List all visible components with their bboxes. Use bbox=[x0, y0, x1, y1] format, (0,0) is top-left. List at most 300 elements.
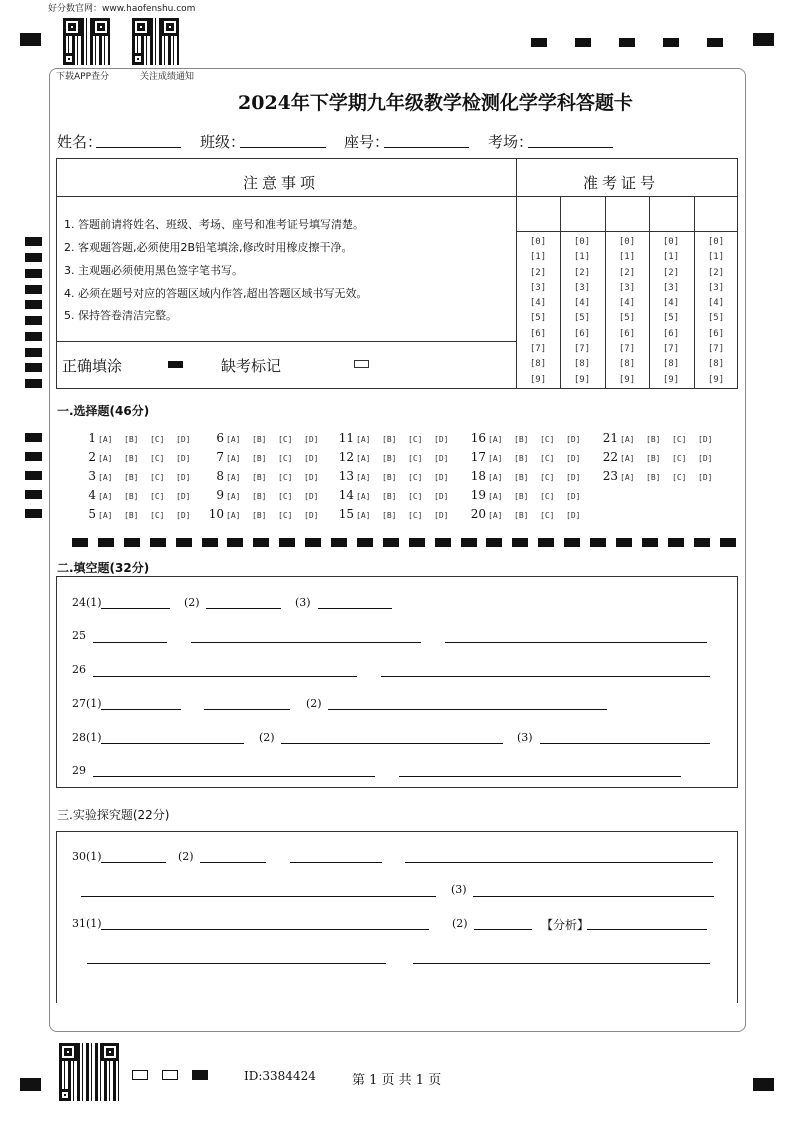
q31-label: 31(1) bbox=[72, 917, 102, 930]
follow-notice-qr-code bbox=[132, 18, 179, 65]
mcq-question[interactable] bbox=[80, 431, 202, 445]
room-label: 考场： bbox=[488, 133, 534, 151]
exam-id-digit-bubble[interactable]: [5] bbox=[662, 313, 680, 324]
mcq-question[interactable] bbox=[208, 431, 330, 445]
mcq-option-bubble[interactable]: [B] bbox=[514, 454, 529, 463]
mcq-option-bubble[interactable]: [A] bbox=[98, 435, 113, 444]
exam-id-digit-bubble[interactable]: [5] bbox=[707, 313, 725, 324]
mcq-option-bubble[interactable]: [A] bbox=[620, 454, 635, 463]
card-id: ID:3384424 bbox=[244, 1069, 316, 1083]
q24-part3-label: (3) bbox=[295, 596, 311, 609]
exam-id-digit-bubble[interactable]: [5] bbox=[618, 313, 636, 324]
seat-field[interactable] bbox=[384, 147, 469, 148]
mcq-option-bubble[interactable]: [C] bbox=[278, 511, 293, 520]
mcq-option-bubble[interactable]: [A] bbox=[356, 492, 371, 501]
timing-mark bbox=[25, 363, 42, 372]
mcq-option-bubble[interactable]: [D] bbox=[566, 473, 581, 482]
page-qr-code bbox=[59, 1043, 119, 1101]
mcq-option-bubble[interactable]: [A] bbox=[226, 473, 241, 482]
mcq-option-bubble[interactable]: [D] bbox=[304, 511, 319, 520]
exam-id-digit-bubble[interactable]: [7] bbox=[662, 344, 680, 355]
mcq-option-bubble[interactable]: [C] bbox=[540, 511, 555, 520]
mcq-option-bubble[interactable]: [A] bbox=[620, 473, 635, 482]
mcq-question[interactable] bbox=[602, 431, 724, 445]
mcq-option-bubble[interactable]: [C] bbox=[150, 454, 165, 463]
q31-blank-2[interactable] bbox=[474, 929, 532, 930]
exam-id-digit-column[interactable] bbox=[694, 235, 738, 388]
mcq-question[interactable] bbox=[470, 469, 592, 483]
exam-id-digit-bubble[interactable]: [1] bbox=[662, 252, 680, 263]
mcq-option-bubble[interactable]: [C] bbox=[672, 454, 687, 463]
timing-mark bbox=[619, 38, 635, 47]
section-1-title: 一.选择题(46分) bbox=[57, 404, 150, 418]
exam-id-digit-bubble[interactable]: [7] bbox=[573, 344, 591, 355]
mcq-option-bubble[interactable]: [D] bbox=[176, 492, 191, 501]
q30-part2-label: (2) bbox=[178, 850, 194, 863]
exam-id-digit-bubble[interactable]: [6] bbox=[529, 328, 547, 339]
mcq-question-number: 14 bbox=[338, 488, 354, 502]
mcq-question[interactable] bbox=[338, 431, 460, 445]
section-2-title: 二.填空题(32分) bbox=[57, 561, 150, 575]
q26-blank-1[interactable] bbox=[93, 676, 357, 677]
mcq-question[interactable] bbox=[208, 469, 330, 483]
mcq-option-bubble[interactable]: [A] bbox=[226, 454, 241, 463]
exam-id-digit-bubble[interactable]: [7] bbox=[529, 344, 547, 355]
mcq-option-bubble[interactable]: [D] bbox=[434, 473, 449, 482]
mcq-option-bubble[interactable]: [B] bbox=[514, 473, 529, 482]
mcq-option-bubble[interactable]: [B] bbox=[252, 492, 267, 501]
download-app-caption: 下载APP查分 bbox=[56, 72, 110, 82]
timing-mark bbox=[575, 38, 591, 47]
q24-blank-2[interactable] bbox=[206, 608, 281, 609]
mcq-option-bubble[interactable]: [A] bbox=[226, 492, 241, 501]
section-3-title: 三.实验探究题(22分) bbox=[57, 808, 170, 822]
mcq-option-bubble[interactable]: [D] bbox=[304, 473, 319, 482]
mcq-question[interactable] bbox=[602, 469, 724, 483]
mcq-option-bubble[interactable]: [C] bbox=[150, 511, 165, 520]
mcq-question-number: 1 bbox=[88, 431, 96, 445]
mcq-option-bubble[interactable]: [D] bbox=[566, 492, 581, 501]
mcq-question[interactable] bbox=[470, 488, 592, 502]
mcq-option-bubble[interactable]: [A] bbox=[488, 511, 503, 520]
mcq-option-bubble[interactable]: [D] bbox=[566, 511, 581, 520]
exam-id-digit-bubble[interactable]: [3] bbox=[662, 282, 680, 293]
mcq-option-bubble[interactable]: [D] bbox=[176, 473, 191, 482]
class-label: 班级： bbox=[200, 133, 246, 151]
mcq-question-number: 9 bbox=[216, 488, 224, 502]
timing-mark bbox=[25, 509, 42, 518]
mcq-option-bubble[interactable]: [C] bbox=[278, 492, 293, 501]
q24-label: 24(1) bbox=[72, 596, 102, 609]
mcq-option-bubble[interactable]: [C] bbox=[672, 435, 687, 444]
mcq-option-bubble[interactable]: [A] bbox=[488, 492, 503, 501]
exam-id-digit-bubble[interactable]: [2] bbox=[573, 267, 591, 278]
timing-mark bbox=[25, 253, 42, 262]
mcq-option-bubble[interactable]: [D] bbox=[304, 492, 319, 501]
mcq-option-bubble[interactable]: [D] bbox=[176, 511, 191, 520]
mcq-option-bubble[interactable]: [B] bbox=[382, 511, 397, 520]
timing-mark bbox=[25, 379, 42, 388]
mcq-option-bubble[interactable]: [C] bbox=[278, 435, 293, 444]
q29-label: 29 bbox=[72, 764, 86, 777]
mcq-option-bubble[interactable]: [C] bbox=[540, 473, 555, 482]
fill-correct-sample bbox=[168, 361, 183, 368]
mcq-option-bubble[interactable]: [D] bbox=[434, 492, 449, 501]
mcq-question[interactable] bbox=[80, 488, 202, 502]
mcq-option-bubble[interactable]: [A] bbox=[488, 454, 503, 463]
q28-part3-label: (3) bbox=[517, 731, 533, 744]
q28-blank-1[interactable] bbox=[101, 743, 244, 744]
q28-blank-2[interactable] bbox=[281, 743, 503, 744]
q30-blank-4[interactable] bbox=[405, 862, 713, 863]
mcq-option-bubble[interactable]: [B] bbox=[252, 454, 267, 463]
mcq-option-bubble[interactable]: [B] bbox=[514, 492, 529, 501]
mcq-option-bubble[interactable]: [B] bbox=[382, 454, 397, 463]
mcq-option-bubble[interactable]: [B] bbox=[514, 435, 529, 444]
q24-part2-label: (2) bbox=[184, 596, 200, 609]
q26-blank-2[interactable] bbox=[381, 676, 710, 677]
site-url: 好分数官网：www.haofenshu.com bbox=[48, 4, 196, 14]
mcq-option-bubble[interactable]: [C] bbox=[278, 454, 293, 463]
mcq-option-bubble[interactable]: [A] bbox=[356, 473, 371, 482]
timing-mark bbox=[25, 348, 42, 357]
mcq-question-number: 8 bbox=[216, 469, 224, 483]
mcq-option-bubble[interactable]: [B] bbox=[382, 492, 397, 501]
mcq-option-bubble[interactable]: [D] bbox=[698, 473, 713, 482]
mcq-option-bubble[interactable]: [D] bbox=[434, 454, 449, 463]
mcq-option-bubble[interactable]: [D] bbox=[176, 435, 191, 444]
mcq-question[interactable] bbox=[338, 507, 460, 521]
exam-id-digit-bubble[interactable]: [6] bbox=[707, 328, 725, 339]
q31-blank-3[interactable] bbox=[87, 963, 386, 964]
timing-mark bbox=[25, 471, 42, 480]
mcq-option-bubble[interactable]: [B] bbox=[252, 435, 267, 444]
exam-id-digit-bubble[interactable]: [5] bbox=[573, 313, 591, 324]
mcq-option-bubble[interactable]: [D] bbox=[304, 435, 319, 444]
q29-blank-1[interactable] bbox=[93, 776, 375, 777]
mcq-option-bubble[interactable]: [A] bbox=[98, 473, 113, 482]
q27-part2-label: (2) bbox=[306, 697, 322, 710]
class-field[interactable] bbox=[240, 147, 326, 148]
mcq-question-number: 4 bbox=[88, 488, 96, 502]
mcq-option-bubble[interactable]: [B] bbox=[382, 473, 397, 482]
mcq-option-bubble[interactable]: [B] bbox=[382, 435, 397, 444]
mcq-option-bubble[interactable]: [B] bbox=[124, 492, 139, 501]
mcq-option-bubble[interactable]: [C] bbox=[408, 435, 423, 444]
exam-id-digit-bubble[interactable]: [9] bbox=[529, 374, 547, 385]
exam-id-digit-bubble[interactable]: [9] bbox=[573, 374, 591, 385]
mcq-option-bubble[interactable]: [C] bbox=[540, 435, 555, 444]
notice-item-2: 2. 客观题答题,必须使用2B铅笔填涂,修改时用橡皮擦干净。 bbox=[64, 241, 353, 254]
exam-id-digit-bubble[interactable]: [6] bbox=[662, 328, 680, 339]
exam-id-digit-bubble[interactable]: [2] bbox=[618, 267, 636, 278]
mcq-question-number: 19 bbox=[470, 488, 486, 502]
timing-mark bbox=[25, 452, 42, 461]
timing-mark bbox=[25, 316, 42, 325]
exam-id-digit-bubble[interactable]: [8] bbox=[529, 359, 547, 370]
exam-id-digit-bubble[interactable]: [1] bbox=[707, 252, 725, 263]
mcq-question-number: 12 bbox=[338, 450, 354, 464]
page-marker-empty-1 bbox=[132, 1070, 148, 1080]
mcq-question[interactable] bbox=[602, 450, 724, 464]
timing-mark bbox=[25, 285, 42, 294]
notice-item-4: 4. 必须在题号对应的答题区域内作答,超出答题区域书写无效。 bbox=[64, 287, 368, 300]
mcq-question-number: 22 bbox=[602, 450, 618, 464]
mcq-question[interactable] bbox=[80, 507, 202, 521]
absent-mark-label: 缺考标记 bbox=[221, 357, 282, 375]
q31-analysis-blank[interactable] bbox=[587, 929, 707, 930]
q30-blank-5[interactable] bbox=[81, 896, 436, 897]
mcq-question-number: 20 bbox=[470, 507, 486, 521]
q30-part3-label: (3) bbox=[451, 883, 467, 896]
fill-correct-label: 正确填涂 bbox=[62, 357, 123, 375]
page-title: 2024年下学期九年级教学检测化学学科答题卡 bbox=[238, 92, 633, 114]
mcq-option-bubble[interactable]: [B] bbox=[124, 511, 139, 520]
mcq-option-bubble[interactable]: [A] bbox=[356, 511, 371, 520]
timing-mark bbox=[25, 332, 42, 341]
q27-blank-1[interactable] bbox=[101, 709, 181, 710]
page-number: 第 1 页 共 1 页 bbox=[352, 1073, 442, 1088]
exam-id-digit-bubble[interactable]: [4] bbox=[707, 298, 725, 309]
mcq-option-bubble[interactable]: [C] bbox=[408, 511, 423, 520]
exam-id-digit-bubble[interactable]: [8] bbox=[662, 359, 680, 370]
mcq-question[interactable] bbox=[208, 488, 330, 502]
mcq-question[interactable] bbox=[80, 450, 202, 464]
mcq-option-bubble[interactable]: [B] bbox=[514, 511, 529, 520]
timing-mark bbox=[707, 38, 723, 47]
exam-id-digit-bubble[interactable]: [4] bbox=[662, 298, 680, 309]
notice-item-1: 1. 答题前请将姓名、班级、考场、座号和准考证号填写清楚。 bbox=[64, 218, 364, 231]
exam-id-digit-bubble[interactable]: [4] bbox=[573, 298, 591, 309]
q31-part2-label: (2) bbox=[452, 917, 468, 930]
page-marker-empty-2 bbox=[162, 1070, 178, 1080]
exam-id-header-divider bbox=[516, 196, 738, 197]
mcq-option-bubble[interactable]: [C] bbox=[540, 492, 555, 501]
notice-header-divider bbox=[56, 196, 517, 197]
mcq-option-bubble[interactable]: [A] bbox=[226, 511, 241, 520]
exam-id-digit-bubble[interactable]: [0] bbox=[573, 237, 591, 247]
notice-heading: 注意事项 bbox=[243, 174, 320, 192]
mcq-option-bubble[interactable]: [D] bbox=[698, 454, 713, 463]
mcq-question-number: 23 bbox=[602, 469, 618, 483]
exam-id-digit-bubble[interactable]: [2] bbox=[707, 267, 725, 278]
mcq-question-number: 2 bbox=[88, 450, 96, 464]
q24-blank-1[interactable] bbox=[101, 608, 170, 609]
mcq-option-bubble[interactable]: [C] bbox=[408, 473, 423, 482]
timing-mark bbox=[25, 433, 42, 442]
mcq-question-number: 3 bbox=[88, 469, 96, 483]
exam-id-digit-bubble[interactable]: [1] bbox=[573, 252, 591, 263]
exam-id-digit-bubble[interactable]: [8] bbox=[618, 359, 636, 370]
mcq-option-bubble[interactable]: [C] bbox=[672, 473, 687, 482]
mcq-question-number: 7 bbox=[216, 450, 224, 464]
mcq-option-bubble[interactable]: [B] bbox=[124, 473, 139, 482]
q30-blank-1[interactable] bbox=[101, 862, 166, 863]
q28-blank-3[interactable] bbox=[540, 743, 710, 744]
mcq-option-bubble[interactable]: [D] bbox=[176, 454, 191, 463]
timing-mark bbox=[25, 237, 42, 246]
exam-id-digit-bubble[interactable]: [0] bbox=[618, 237, 636, 247]
q24-blank-3[interactable] bbox=[318, 608, 392, 609]
room-field[interactable] bbox=[528, 147, 613, 148]
exam-id-digit-bubble[interactable]: [6] bbox=[573, 328, 591, 339]
exam-id-digit-bubble[interactable]: [5] bbox=[529, 313, 547, 324]
exam-id-digit-bubble[interactable]: [0] bbox=[662, 237, 680, 247]
timing-mark bbox=[25, 490, 42, 499]
corner-mark-bottom-right bbox=[753, 1078, 774, 1091]
exam-id-digit-bubble[interactable]: [0] bbox=[707, 237, 725, 247]
mcq-question-number: 11 bbox=[338, 431, 354, 445]
q25-blank-3[interactable] bbox=[445, 642, 707, 643]
q25-blank-1[interactable] bbox=[93, 642, 167, 643]
mcq-option-bubble[interactable]: [B] bbox=[252, 473, 267, 482]
q31-analysis-label: 【分析】 bbox=[541, 918, 590, 932]
mcq-option-bubble[interactable]: [D] bbox=[566, 454, 581, 463]
mcq-question-number: 16 bbox=[470, 431, 486, 445]
q27-blank-2[interactable] bbox=[204, 709, 290, 710]
q27-blank-3[interactable] bbox=[328, 709, 607, 710]
absent-mark-box[interactable] bbox=[354, 360, 369, 368]
q30-blank-6[interactable] bbox=[473, 896, 714, 897]
q31-blank-4[interactable] bbox=[413, 963, 710, 964]
mcq-option-bubble[interactable]: [B] bbox=[646, 454, 661, 463]
mcq-option-bubble[interactable]: [A] bbox=[488, 473, 503, 482]
exam-id-digit-bubble[interactable]: [4] bbox=[618, 298, 636, 309]
exam-id-digit-bubble[interactable]: [6] bbox=[618, 328, 636, 339]
mcq-option-bubble[interactable]: [D] bbox=[434, 511, 449, 520]
mcq-question[interactable] bbox=[338, 450, 460, 464]
mcq-option-bubble[interactable]: [A] bbox=[98, 511, 113, 520]
mcq-question[interactable] bbox=[470, 431, 592, 445]
mcq-option-bubble[interactable]: [C] bbox=[150, 492, 165, 501]
mcq-option-bubble[interactable]: [B] bbox=[646, 435, 661, 444]
q25-label: 25 bbox=[72, 629, 86, 642]
exam-id-digit-column[interactable] bbox=[516, 235, 560, 388]
mcq-option-bubble[interactable]: [A] bbox=[620, 435, 635, 444]
timing-mark bbox=[25, 269, 42, 278]
mcq-option-bubble[interactable]: [D] bbox=[304, 454, 319, 463]
exam-id-digit-bubble[interactable]: [4] bbox=[529, 298, 547, 309]
mcq-option-bubble[interactable]: [A] bbox=[226, 435, 241, 444]
exam-id-digit-column[interactable] bbox=[605, 235, 649, 388]
mcq-question-number: 21 bbox=[602, 431, 618, 445]
exam-id-digit-bubble[interactable]: [2] bbox=[662, 267, 680, 278]
mcq-question[interactable] bbox=[208, 450, 330, 464]
mcq-option-bubble[interactable]: [B] bbox=[124, 435, 139, 444]
timing-mark bbox=[663, 38, 679, 47]
mcq-option-bubble[interactable]: [A] bbox=[488, 435, 503, 444]
exam-id-digit-column[interactable] bbox=[560, 235, 604, 388]
mcq-question-number: 6 bbox=[216, 431, 224, 445]
q25-blank-2[interactable] bbox=[191, 642, 421, 643]
mcq-option-bubble[interactable]: [C] bbox=[408, 492, 423, 501]
mcq-option-bubble[interactable]: [D] bbox=[566, 435, 581, 444]
mcq-question-number: 17 bbox=[470, 450, 486, 464]
mcq-question[interactable] bbox=[338, 469, 460, 483]
q30-blank-3[interactable] bbox=[290, 862, 382, 863]
q26-label: 26 bbox=[72, 663, 86, 676]
mcq-question-number: 13 bbox=[338, 469, 354, 483]
mcq-question-number: 10 bbox=[208, 507, 224, 521]
exam-id-digit-bubble[interactable]: [1] bbox=[618, 252, 636, 263]
exam-id-digit-bubble[interactable]: [9] bbox=[618, 374, 636, 385]
corner-mark-bottom-left bbox=[20, 1078, 41, 1091]
download-app-qr-code bbox=[63, 18, 110, 65]
name-field[interactable] bbox=[96, 147, 181, 148]
corner-mark-top-right bbox=[753, 33, 774, 46]
mcq-option-bubble[interactable]: [A] bbox=[356, 435, 371, 444]
timing-mark bbox=[531, 38, 547, 47]
mcq-question-number: 15 bbox=[338, 507, 354, 521]
q31-blank-1[interactable] bbox=[101, 929, 429, 930]
mcq-option-bubble[interactable]: [C] bbox=[150, 435, 165, 444]
mcq-option-bubble[interactable]: [A] bbox=[98, 492, 113, 501]
mcq-question[interactable] bbox=[470, 450, 592, 464]
follow-notice-caption: 关注成绩通知 bbox=[140, 72, 195, 82]
exam-id-write-divider bbox=[516, 231, 738, 232]
mcq-option-bubble[interactable]: [A] bbox=[98, 454, 113, 463]
mcq-question[interactable] bbox=[208, 507, 330, 521]
mcq-question-number: 18 bbox=[470, 469, 486, 483]
mcq-option-bubble[interactable]: [C] bbox=[278, 473, 293, 482]
exam-id-digit-bubble[interactable]: [7] bbox=[618, 344, 636, 355]
exam-id-digit-bubble[interactable]: [3] bbox=[529, 282, 547, 293]
mcq-option-bubble[interactable]: [D] bbox=[698, 435, 713, 444]
notice-item-3: 3. 主观题必须使用黑色签字笔书写。 bbox=[64, 264, 243, 277]
mcq-option-bubble[interactable]: [D] bbox=[434, 435, 449, 444]
exam-id-digit-bubble[interactable]: [3] bbox=[707, 282, 725, 293]
exam-id-heading: 准考证号 bbox=[583, 174, 660, 192]
q30-label: 30(1) bbox=[72, 850, 102, 863]
exam-id-digit-bubble[interactable]: [1] bbox=[529, 252, 547, 263]
name-label: 姓名： bbox=[57, 133, 103, 151]
mcq-option-bubble[interactable]: [C] bbox=[408, 454, 423, 463]
exam-id-digit-bubble[interactable]: [3] bbox=[573, 282, 591, 293]
q27-label: 27(1) bbox=[72, 697, 102, 710]
mcq-question[interactable] bbox=[470, 507, 592, 521]
exam-id-digit-bubble[interactable]: [2] bbox=[529, 267, 547, 278]
mcq-question[interactable] bbox=[338, 488, 460, 502]
mcq-option-bubble[interactable]: [B] bbox=[124, 454, 139, 463]
mcq-option-bubble[interactable]: [C] bbox=[540, 454, 555, 463]
mcq-question[interactable] bbox=[80, 469, 202, 483]
q30-blank-2[interactable] bbox=[200, 862, 266, 863]
exam-id-digit-bubble[interactable]: [0] bbox=[529, 237, 547, 247]
experiment-answer-box bbox=[56, 831, 738, 1003]
exam-id-digit-bubble[interactable]: [7] bbox=[707, 344, 725, 355]
mcq-option-bubble[interactable]: [B] bbox=[646, 473, 661, 482]
mcq-option-bubble[interactable]: [C] bbox=[150, 473, 165, 482]
mcq-option-bubble[interactable]: [A] bbox=[356, 454, 371, 463]
timing-mark bbox=[25, 300, 42, 309]
exam-id-digit-bubble[interactable]: [3] bbox=[618, 282, 636, 293]
notice-item-5: 5. 保持答卷清洁完整。 bbox=[64, 309, 177, 322]
seat-label: 座号： bbox=[344, 133, 390, 151]
corner-mark-top-left bbox=[20, 33, 41, 46]
exam-id-digit-bubble[interactable]: [8] bbox=[573, 359, 591, 370]
exam-id-digit-bubble[interactable]: [9] bbox=[707, 374, 725, 385]
exam-id-digit-bubble[interactable]: [8] bbox=[707, 359, 725, 370]
mcq-question-number: 5 bbox=[88, 507, 96, 521]
page-marker-filled bbox=[192, 1070, 208, 1080]
notice-fill-divider bbox=[56, 341, 517, 342]
mcq-option-bubble[interactable]: [B] bbox=[252, 511, 267, 520]
exam-id-digit-column[interactable] bbox=[649, 235, 693, 388]
q28-part2-label: (2) bbox=[259, 731, 275, 744]
q29-blank-2[interactable] bbox=[399, 776, 681, 777]
exam-id-digit-bubble[interactable]: [9] bbox=[662, 374, 680, 385]
q28-label: 28(1) bbox=[72, 731, 102, 744]
